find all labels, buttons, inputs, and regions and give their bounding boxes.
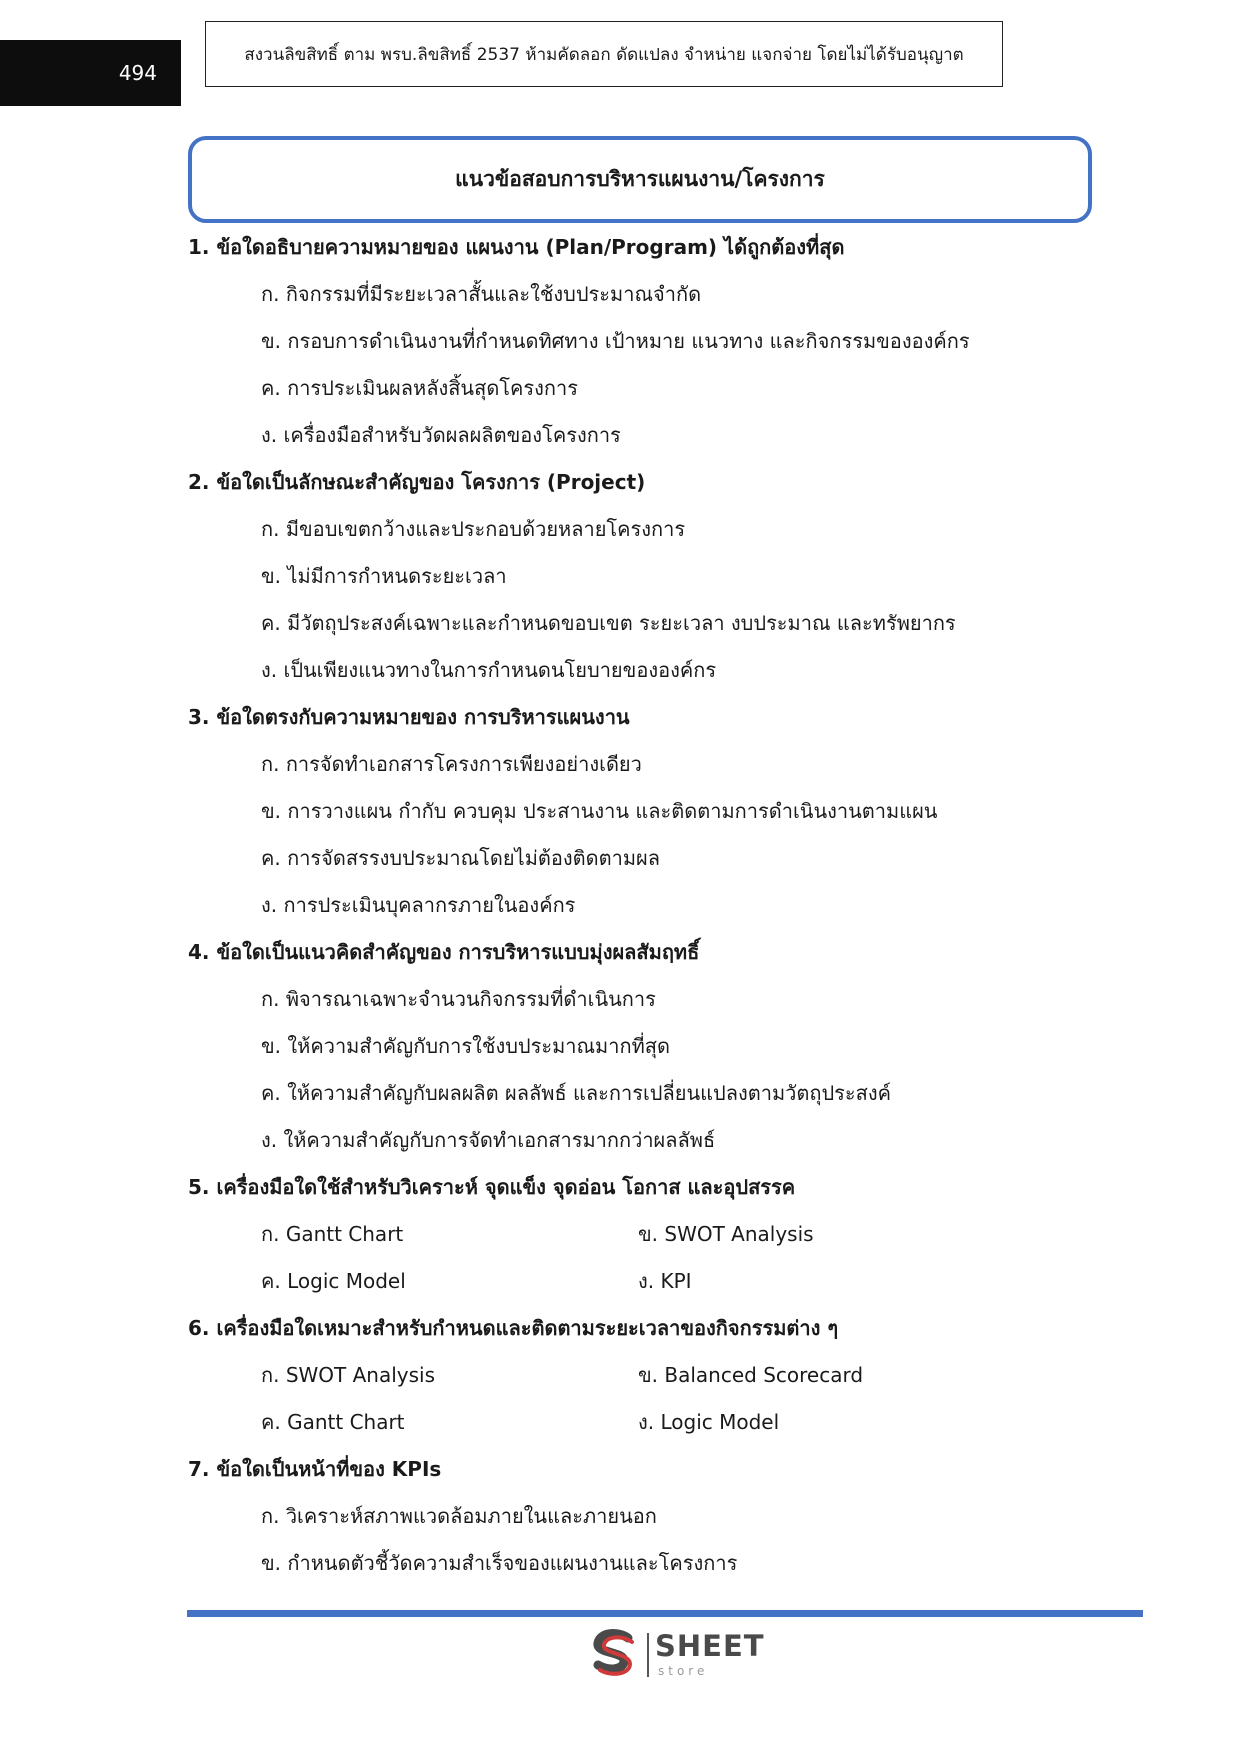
question-block: [188, 1164, 1148, 1305]
question-text: 6. เครื่องมือใดเหมาะสำหรับกำหนดและติดตามระยะเวลาของกิจกรรมต่าง ๆ: [188, 1316, 839, 1340]
question-text: 4. ข้อใดเป็นแนวคิดสำคัญของ การบริหารแบบมุ่งผลสัมฤทธิ์: [188, 940, 700, 964]
answer-option: ข. SWOT Analysis: [638, 1222, 814, 1246]
question-text: 3. ข้อใดตรงกับความหมายของ การบริหารแผนงาน: [188, 705, 630, 729]
answer-option: ง. ให้ความสำคัญกับการจัดทำเอกสารมากกว่าผลลัพธ์: [261, 1128, 716, 1152]
copyright-notice: สงวนลิขสิทธิ์ ตาม พรบ.ลิขสิทธิ์ 2537 ห้ามคัดลอก ดัดแปลง จำหน่าย แจกจ่าย โดยไม่ได้รับอนุญาต: [205, 21, 1003, 87]
question-block: [188, 1446, 1148, 1587]
answer-option: ค. การจัดสรรงบประมาณโดยไม่ต้องติดตามผล: [261, 846, 660, 870]
question-text: 1. ข้อใดอธิบายความหมายของ แผนงาน (Plan/Program) ได้ถูกต้องที่สุด: [188, 235, 845, 259]
answer-option: ข. ไม่มีการกำหนดระยะเวลา: [261, 564, 507, 588]
question-text: 5. เครื่องมือใดใช้สำหรับวิเคราะห์ จุดแข็ง จุดอ่อน โอกาส และอุปสรรค: [188, 1175, 796, 1199]
answer-option: ข. กำหนดตัวชี้วัดความสำเร็จของแผนงานและโครงการ: [261, 1551, 738, 1575]
answer-option: ค. มีวัตถุประสงค์เฉพาะและกำหนดขอบเขต ระยะเวลา งบประมาณ และทรัพยากร: [261, 611, 956, 635]
answer-option: ค. การประเมินผลหลังสิ้นสุดโครงการ: [261, 376, 579, 400]
question-block: [188, 224, 1148, 459]
question-block: [188, 459, 1148, 694]
page-number: 494: [0, 40, 181, 106]
question-text: 2. ข้อใดเป็นลักษณะสำคัญของ โครงการ (Project): [188, 470, 646, 494]
answer-option: ข. กรอบการดำเนินงานที่กำหนดทิศทาง เป้าหมาย แนวทาง และกิจกรรมขององค์กร: [261, 329, 970, 353]
logo-subtext: store: [658, 1664, 709, 1678]
answer-option: ก. กิจกรรมที่มีระยะเวลาสั้นและใช้งบประมาณจำกัด: [261, 282, 702, 306]
answer-option: ง. KPI: [638, 1269, 692, 1293]
logo-divider: [647, 1633, 649, 1677]
answer-option: ก. วิเคราะห์สภาพแวดล้อมภายในและภายนอก: [261, 1504, 657, 1528]
sheet-store-logo: [588, 1627, 765, 1685]
answer-option: ก. SWOT Analysis: [261, 1363, 436, 1387]
answer-option: ค. Gantt Chart: [261, 1410, 405, 1434]
logo-wordmark: SHEET: [655, 1629, 765, 1663]
answer-option: ข. ให้ความสำคัญกับการใช้งบประมาณมากที่สุด: [261, 1034, 670, 1058]
answer-option-row: [188, 1399, 1148, 1446]
question-text: 7. ข้อใดเป็นหน้าที่ของ KPIs: [188, 1457, 442, 1481]
answer-option: ง. เป็นเพียงแนวทางในการกำหนดนโยบายขององค์กร: [261, 658, 717, 682]
answer-option: ค. ให้ความสำคัญกับผลผลิต ผลลัพธ์ และการเปลี่ยนแปลงตามวัตถุประสงค์: [261, 1081, 892, 1105]
sheet-s-logo-icon: [588, 1629, 640, 1679]
section-title: แนวข้อสอบการบริหารแผนงาน/โครงการ: [188, 136, 1092, 223]
answer-option: ค. Logic Model: [261, 1269, 406, 1293]
answer-option-row: [188, 1352, 1148, 1399]
answer-option: ง. เครื่องมือสำหรับวัดผลผลิตของโครงการ: [261, 423, 621, 447]
answer-option: ก. Gantt Chart: [261, 1222, 404, 1246]
answer-option-row: [188, 1211, 1148, 1258]
answer-option: ข. Balanced Scorecard: [638, 1363, 864, 1387]
answer-option: ง. Logic Model: [638, 1410, 780, 1434]
answer-option-row: [188, 1258, 1148, 1305]
question-list: [188, 224, 1148, 1587]
question-block: [188, 1305, 1148, 1446]
answer-option: ก. มีขอบเขตกว้างและประกอบด้วยหลายโครงการ: [261, 517, 686, 541]
footer-divider: [187, 1610, 1143, 1617]
answer-option: ก. การจัดทำเอกสารโครงการเพียงอย่างเดียว: [261, 752, 642, 776]
answer-option: ง. การประเมินบุคลากรภายในองค์กร: [261, 893, 576, 917]
question-block: [188, 694, 1148, 929]
answer-option: ข. การวางแผน กำกับ ควบคุม ประสานงาน และติดตามการดำเนินงานตามแผน: [261, 799, 938, 823]
question-block: [188, 929, 1148, 1164]
answer-option: ก. พิจารณาเฉพาะจำนวนกิจกรรมที่ดำเนินการ: [261, 987, 656, 1011]
